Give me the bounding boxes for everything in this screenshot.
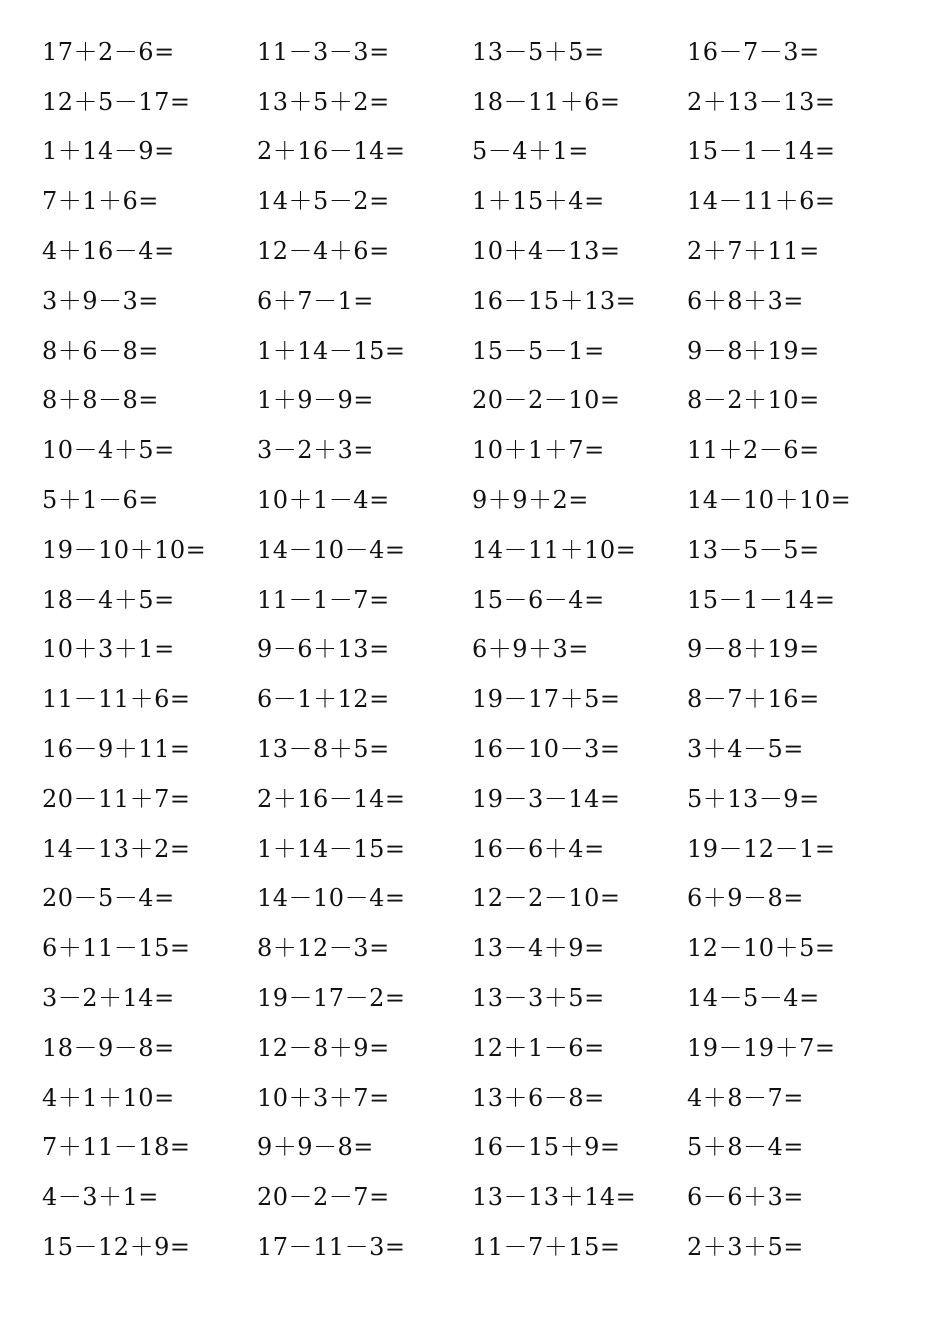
arithmetic-problem: 4＋1＋10= (42, 1083, 175, 1112)
problem-row (42, 276, 902, 326)
arithmetic-problem: 1＋14－15= (257, 834, 406, 863)
arithmetic-problem: 20－2－10= (472, 386, 621, 415)
arithmetic-problem: 16－9＋11= (42, 735, 191, 764)
arithmetic-problem: 14－11＋6= (687, 187, 836, 216)
arithmetic-problem: 10＋1＋7= (472, 436, 605, 465)
arithmetic-problem: 14＋5－2= (257, 187, 390, 216)
arithmetic-problem: 19－3－14= (472, 784, 621, 813)
problem-row (42, 674, 902, 724)
arithmetic-problem: 12＋1－6= (472, 1033, 605, 1062)
arithmetic-problem: 4＋16－4= (42, 237, 175, 266)
arithmetic-problem: 3＋4－5= (687, 735, 804, 764)
arithmetic-problem: 2＋16－14= (257, 784, 406, 813)
problem-row (42, 1172, 902, 1222)
arithmetic-problem: 12＋5－17= (42, 87, 191, 116)
arithmetic-problem: 17＋2－6= (42, 37, 175, 66)
arithmetic-problem: 4－3＋1= (42, 1183, 159, 1212)
arithmetic-problem: 16－6＋4= (472, 834, 605, 863)
arithmetic-problem: 8－7＋16= (687, 685, 820, 714)
arithmetic-problem: 13－3＋5= (472, 984, 605, 1013)
problem-row (42, 973, 902, 1023)
arithmetic-problem: 6＋7－1= (257, 286, 374, 315)
arithmetic-problem: 6＋9－8= (687, 884, 804, 913)
arithmetic-problem: 11－11＋6= (42, 685, 191, 714)
arithmetic-problem: 13－4＋9= (472, 934, 605, 963)
problem-row (42, 176, 902, 226)
arithmetic-problem: 6－6＋3= (687, 1183, 804, 1212)
arithmetic-problem: 19－12－1= (687, 834, 836, 863)
arithmetic-problem: 9－6＋13= (257, 635, 390, 664)
problem-row (42, 625, 902, 675)
arithmetic-problem: 5－4＋1= (472, 137, 589, 166)
arithmetic-problem: 6＋9＋3= (472, 635, 589, 664)
arithmetic-problem: 11－7＋15= (472, 1233, 621, 1262)
problem-row (42, 874, 902, 924)
problem-row (42, 326, 902, 376)
problem-row (42, 575, 902, 625)
arithmetic-problem: 13－8＋5= (257, 735, 390, 764)
arithmetic-problem: 11－1－7= (257, 585, 390, 614)
arithmetic-problem: 9＋9＋2= (472, 486, 589, 515)
arithmetic-problem: 9－8＋19= (687, 635, 820, 664)
arithmetic-problem: 13＋5＋2= (257, 87, 390, 116)
arithmetic-problem: 14－5－4= (687, 984, 820, 1013)
problem-row (42, 1123, 902, 1173)
arithmetic-problem: 16－15＋9= (472, 1133, 621, 1162)
arithmetic-problem: 5＋13－9= (687, 784, 820, 813)
arithmetic-problem: 20－5－4= (42, 884, 175, 913)
problem-row (42, 425, 902, 475)
arithmetic-worksheet (42, 27, 902, 1272)
arithmetic-problem: 1＋9－9= (257, 386, 374, 415)
arithmetic-problem: 5＋8－4= (687, 1133, 804, 1162)
arithmetic-problem: 1＋14－15= (257, 336, 406, 365)
arithmetic-problem: 18－4＋5= (42, 585, 175, 614)
arithmetic-problem: 17－11－3= (257, 1233, 406, 1262)
arithmetic-problem: 15－1－14= (687, 137, 836, 166)
problem-row (42, 127, 902, 177)
arithmetic-problem: 10＋4－13= (472, 237, 621, 266)
arithmetic-problem: 7＋1＋6= (42, 187, 159, 216)
arithmetic-problem: 10＋3＋7= (257, 1083, 390, 1112)
arithmetic-problem: 6＋8＋3= (687, 286, 804, 315)
arithmetic-problem: 18－9－8= (42, 1033, 175, 1062)
problem-row (42, 824, 902, 874)
problem-row (42, 774, 902, 824)
arithmetic-problem: 20－2－7= (257, 1183, 390, 1212)
arithmetic-problem: 3－2＋14= (42, 984, 175, 1013)
arithmetic-problem: 19－19＋7= (687, 1033, 836, 1062)
arithmetic-problem: 6＋11－15= (42, 934, 191, 963)
arithmetic-problem: 8＋12－3= (257, 934, 390, 963)
arithmetic-problem: 15－1－14= (687, 585, 836, 614)
arithmetic-problem: 5＋1－6= (42, 486, 159, 515)
problem-row (42, 1222, 902, 1272)
arithmetic-problem: 19－17－2= (257, 984, 406, 1013)
arithmetic-problem: 20－11＋7= (42, 784, 191, 813)
arithmetic-problem: 4＋8－7= (687, 1083, 804, 1112)
arithmetic-problem: 6－1＋12= (257, 685, 390, 714)
arithmetic-problem: 12－4＋6= (257, 237, 390, 266)
arithmetic-problem: 16－10－3= (472, 735, 621, 764)
arithmetic-problem: 14－10－4= (257, 535, 406, 564)
arithmetic-problem: 14－11＋10= (472, 535, 637, 564)
arithmetic-problem: 15－6－4= (472, 585, 605, 614)
arithmetic-problem: 15－5－1= (472, 336, 605, 365)
arithmetic-problem: 14－10－4= (257, 884, 406, 913)
arithmetic-problem: 3＋9－3= (42, 286, 159, 315)
problem-row (42, 923, 902, 973)
problem-row (42, 77, 902, 127)
arithmetic-problem: 8－2＋10= (687, 386, 820, 415)
arithmetic-problem: 14－13＋2= (42, 834, 191, 863)
arithmetic-problem: 12－2－10= (472, 884, 621, 913)
arithmetic-problem: 10＋3＋1= (42, 635, 175, 664)
arithmetic-problem: 19－17＋5= (472, 685, 621, 714)
arithmetic-problem: 9－8＋19= (687, 336, 820, 365)
arithmetic-problem: 12－8＋9= (257, 1033, 390, 1062)
arithmetic-problem: 7＋11－18= (42, 1133, 191, 1162)
arithmetic-problem: 10－4＋5= (42, 436, 175, 465)
arithmetic-problem: 3－2＋3= (257, 436, 374, 465)
arithmetic-problem: 16－7－3= (687, 37, 820, 66)
arithmetic-problem: 8＋6－8= (42, 336, 159, 365)
problem-row (42, 376, 902, 426)
arithmetic-problem: 2＋7＋11= (687, 237, 820, 266)
problem-row (42, 226, 902, 276)
arithmetic-problem: 14－10＋10= (687, 486, 852, 515)
arithmetic-problem: 2＋16－14= (257, 137, 406, 166)
arithmetic-problem: 11＋2－6= (687, 436, 820, 465)
arithmetic-problem: 2＋13－13= (687, 87, 836, 116)
arithmetic-problem: 8＋8－8= (42, 386, 159, 415)
arithmetic-problem: 18－11＋6= (472, 87, 621, 116)
problem-row (42, 1073, 902, 1123)
arithmetic-problem: 13－5＋5= (472, 37, 605, 66)
arithmetic-problem: 2＋3＋5= (687, 1233, 804, 1262)
arithmetic-problem: 19－10＋10= (42, 535, 207, 564)
arithmetic-problem: 12－10＋5= (687, 934, 836, 963)
problem-row (42, 1023, 902, 1073)
arithmetic-problem: 10＋1－4= (257, 486, 390, 515)
arithmetic-problem: 13－5－5= (687, 535, 820, 564)
arithmetic-problem: 1＋15＋4= (472, 187, 605, 216)
problem-row (42, 27, 902, 77)
problem-row (42, 724, 902, 774)
arithmetic-problem: 11－3－3= (257, 37, 390, 66)
arithmetic-problem: 13＋6－8= (472, 1083, 605, 1112)
problem-row (42, 525, 902, 575)
arithmetic-problem: 9＋9－8= (257, 1133, 374, 1162)
arithmetic-problem: 13－13＋14= (472, 1183, 637, 1212)
arithmetic-problem: 1＋14－9= (42, 137, 175, 166)
problem-row (42, 475, 902, 525)
arithmetic-problem: 16－15＋13= (472, 286, 637, 315)
arithmetic-problem: 15－12＋9= (42, 1233, 191, 1262)
